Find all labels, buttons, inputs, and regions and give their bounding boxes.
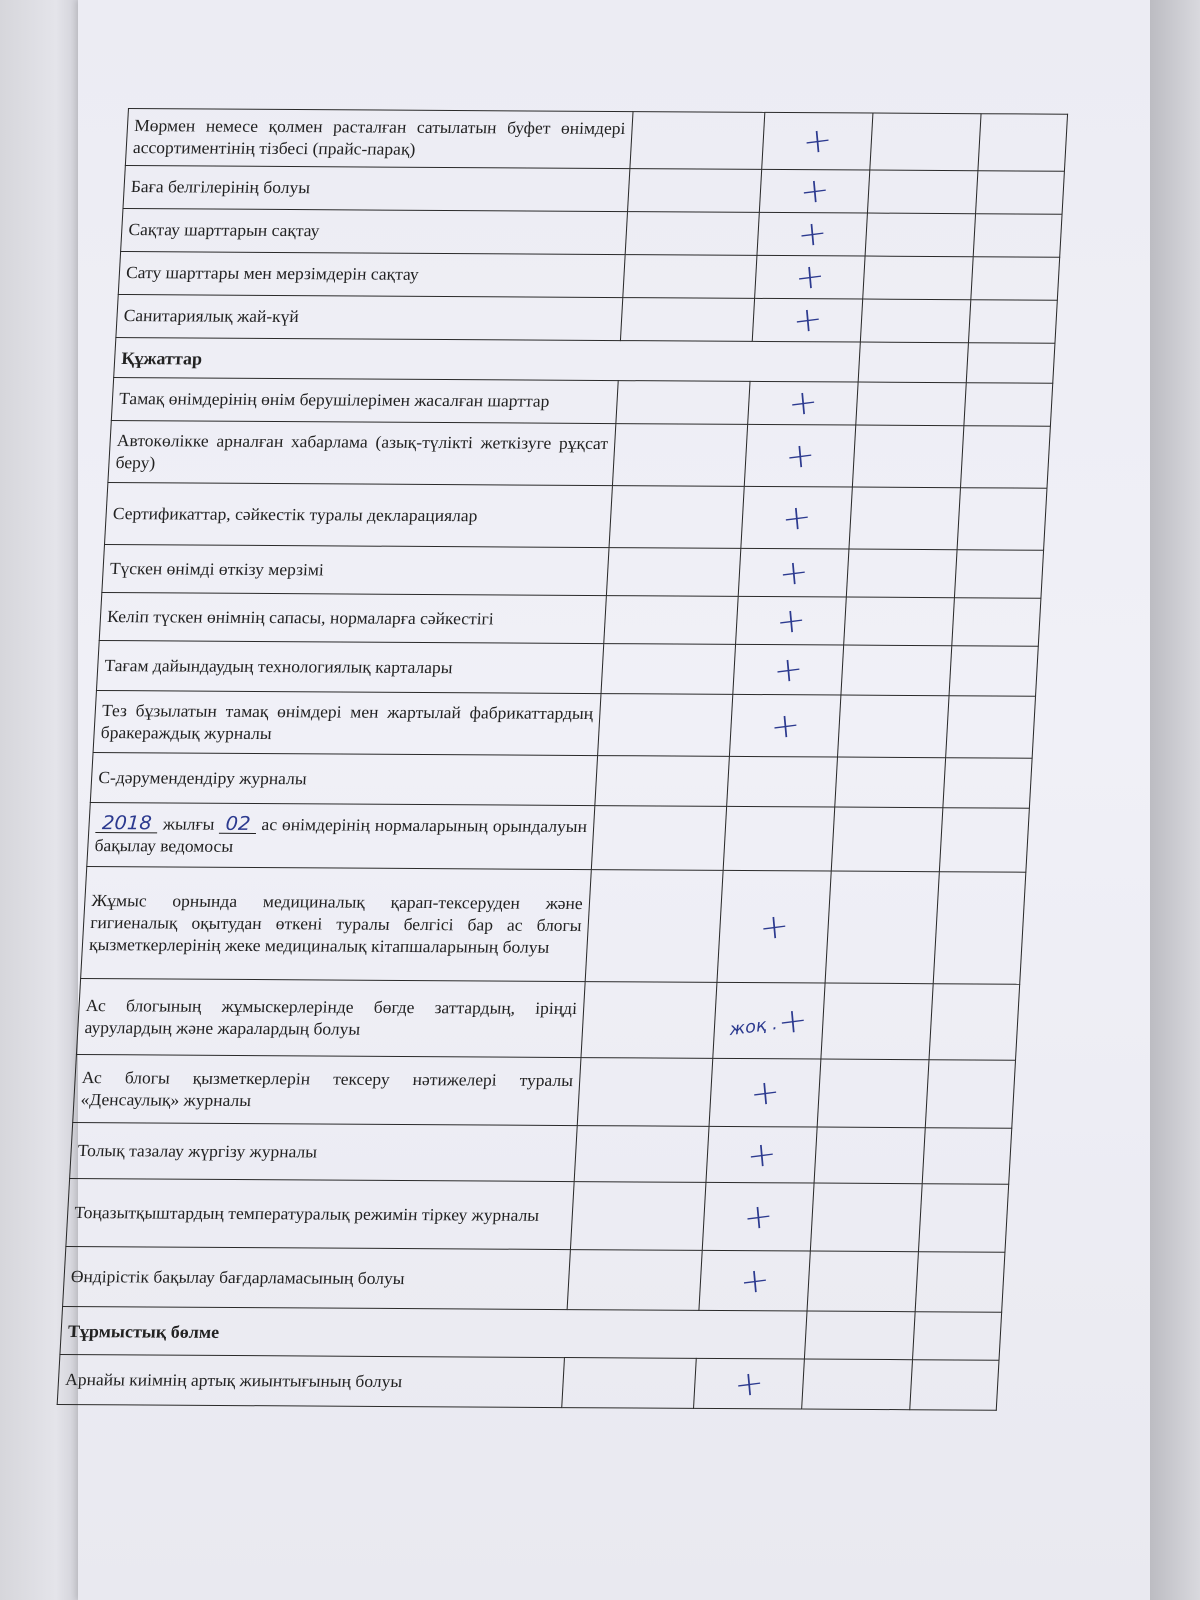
empty-cell <box>973 214 1062 258</box>
empty-cell <box>922 1128 1012 1185</box>
table-row <box>73 1054 1016 1128</box>
handwritten-plus-mark: + <box>800 119 834 163</box>
table-row <box>57 1354 999 1410</box>
empty-cell <box>574 1126 709 1183</box>
empty-cell <box>562 1358 697 1409</box>
empty-cell <box>971 257 1060 301</box>
check-mark-cell <box>762 112 873 170</box>
table-row <box>81 866 1026 984</box>
empty-cell <box>625 212 759 256</box>
empty-cell <box>939 808 1029 873</box>
empty-cell <box>858 342 968 383</box>
empty-cell <box>810 1183 922 1252</box>
check-mark-cell <box>706 1126 817 1183</box>
empty-cell <box>814 1127 925 1184</box>
check-mark-cell <box>727 756 838 807</box>
requirement-label: Сертификаттар, сәйкестік туралы декларациялар <box>105 482 613 547</box>
empty-cell <box>929 984 1020 1061</box>
empty-cell <box>852 425 964 488</box>
check-mark-cell <box>741 486 853 549</box>
handwritten-plus-mark: + <box>795 212 829 256</box>
check-mark-cell <box>729 694 841 757</box>
requirement-label: Тоңазытқыштардың температуралық режимін тіркеу журналы <box>66 1178 574 1249</box>
table-row <box>111 377 1052 426</box>
year-suffix: жылғы <box>162 813 216 834</box>
table-row <box>118 252 1059 301</box>
handwritten-plus-mark: + <box>748 1070 782 1115</box>
checklist-table <box>57 108 1068 1411</box>
empty-cell <box>860 299 970 343</box>
empty-cell <box>865 213 975 257</box>
empty-cell <box>807 1251 918 1312</box>
empty-cell <box>849 487 961 550</box>
check-mark-cell <box>738 548 849 597</box>
check-mark-cell <box>759 169 869 213</box>
table-row <box>87 802 1030 872</box>
empty-cell <box>838 695 950 758</box>
requirement-label: Сақтау шарттарын сақтау <box>121 209 628 255</box>
vedomost-text: ас өнімдерінің нормаларының орындалуын бақылау ведомосы <box>94 814 588 856</box>
requirement-label <box>87 802 595 869</box>
empty-cell <box>581 982 717 1059</box>
table-row <box>90 752 1032 808</box>
empty-cell <box>825 871 939 984</box>
check-mark-cell <box>757 212 867 256</box>
table-row <box>123 166 1064 215</box>
requirement-label: Түскен өнімді өткізу мерзімі <box>102 544 609 595</box>
handwritten-plus-mark: + <box>774 598 808 643</box>
handwritten-plus-mark: + <box>741 1194 775 1239</box>
right-background <box>1150 0 1200 1600</box>
empty-cell <box>604 596 738 645</box>
empty-cell <box>623 255 757 299</box>
table-row <box>93 690 1035 758</box>
handwritten-plus-mark: + <box>745 1132 778 1177</box>
handwritten-month: 02 <box>219 814 257 833</box>
empty-cell <box>831 807 943 872</box>
requirement-label: Толық тазалау жүргізу журналы <box>70 1122 578 1181</box>
empty-cell <box>976 171 1065 215</box>
section-row <box>114 337 1055 383</box>
table-row <box>96 640 1038 696</box>
handwritten-plus-mark: + <box>738 1258 772 1303</box>
table-row <box>125 109 1067 172</box>
table-row <box>63 1246 1005 1312</box>
empty-cell <box>910 1360 999 1411</box>
section-title: Құжаттар <box>114 337 861 382</box>
empty-cell <box>821 983 933 1060</box>
checklist-body <box>57 109 1067 1411</box>
empty-cell <box>925 1060 1015 1129</box>
checklist-sheet <box>57 108 1067 1411</box>
check-mark-cell <box>702 1182 814 1251</box>
empty-cell <box>598 694 733 757</box>
check-mark-cell <box>723 806 835 871</box>
empty-cell <box>954 550 1043 599</box>
section-title: Тұрмыстық бөлме <box>60 1306 807 1359</box>
handwritten-plus-mark: + <box>768 703 802 748</box>
empty-cell <box>846 549 957 598</box>
requirement-label: Баға белгілерінің болуы <box>123 166 630 212</box>
requirement-label: Сату шарттары мен мерзімдерін сақтау <box>118 252 625 298</box>
requirement-label: Ас блогының жұмыскерлерінде бөгде заттардың, іріңді аурулардың және жаралардың болуы <box>76 978 585 1057</box>
table-row <box>76 978 1019 1060</box>
empty-cell <box>952 598 1041 647</box>
empty-cell <box>918 1184 1008 1253</box>
empty-cell <box>601 644 736 695</box>
empty-cell <box>978 114 1068 172</box>
empty-cell <box>817 1059 929 1128</box>
empty-cell <box>577 1058 713 1127</box>
empty-cell <box>933 872 1026 985</box>
handwritten-plus-mark: + <box>791 298 824 342</box>
requirement-label: Арнайы киімнің артық жиынтығының болуы <box>57 1354 564 1407</box>
handwritten-plus-mark: + <box>780 495 814 540</box>
empty-cell <box>802 1359 913 1410</box>
empty-cell <box>863 256 973 300</box>
table-row <box>105 482 1047 550</box>
requirement-label: Келіп түскен өнімнің сапасы, нормаларға сәйкестігі <box>99 592 606 643</box>
empty-cell <box>968 300 1057 344</box>
empty-cell <box>835 757 946 808</box>
table-row <box>102 544 1044 598</box>
check-mark-cell <box>733 644 844 695</box>
requirement-label: Ас блогы қызметкерлерін тексеру нәтижелері туралы «Денсаулық» журналы <box>73 1054 581 1125</box>
requirement-label: Жұмыс орнында медициналық қарап-тексеруден және гигиеналық оқытудан өткені туралы белгісі бар ас блогы қызметкерлерінің жеке медициналық кітапшаларының болуы <box>81 866 592 981</box>
requirement-label: Өндірістік бақылау бағдарламасының болуы <box>63 1246 571 1309</box>
empty-cell <box>606 548 740 597</box>
empty-cell <box>943 758 1032 809</box>
empty-cell <box>612 424 747 487</box>
requirement-label: Тағам дайындаудың технологиялық карталары <box>96 640 603 693</box>
check-mark-cell <box>709 1058 821 1127</box>
table-row <box>66 1178 1009 1252</box>
requirement-label: Автокөлікке арналған хабарлама (азық-түлікті жеткізуге рұқсат беру) <box>108 420 616 485</box>
handwritten-plus-mark: + <box>732 1361 766 1406</box>
check-mark-cell <box>694 1358 805 1409</box>
table-row <box>108 420 1050 488</box>
empty-cell <box>964 383 1053 427</box>
empty-cell <box>870 113 981 171</box>
empty-cell <box>957 488 1047 551</box>
empty-cell <box>867 170 977 214</box>
handwritten-plus-mark: + <box>776 999 810 1043</box>
requirement-label: Тез бұзылатын тамақ өнімдері мен жартылай фабрикаттардың бракераждық журналы <box>93 690 601 755</box>
empty-cell <box>567 1250 702 1311</box>
handwritten-plus-mark: + <box>786 381 820 425</box>
table-row <box>70 1122 1012 1184</box>
table-row <box>116 294 1057 343</box>
empty-cell <box>946 696 1036 759</box>
table-row <box>121 209 1062 258</box>
requirement-label: Мөрмен немесе қолмен расталған сатылатын буфет өнімдері ассортиментінің тізбесі (прайс-парақ) <box>125 109 633 169</box>
empty-cell <box>804 1311 915 1360</box>
empty-cell <box>913 1312 1002 1361</box>
empty-cell <box>841 645 952 696</box>
empty-cell <box>966 343 1055 384</box>
handwritten-plus-mark: + <box>771 647 805 692</box>
check-mark-cell <box>752 298 862 342</box>
empty-cell <box>591 806 726 871</box>
check-mark-cell <box>748 381 858 425</box>
empty-cell <box>585 870 723 983</box>
empty-cell <box>628 169 762 213</box>
empty-cell <box>595 756 730 807</box>
handwritten-plus-mark: + <box>798 169 831 213</box>
section-row <box>60 1306 1002 1360</box>
handwritten-plus-mark: + <box>783 433 817 478</box>
requirement-label: Тамақ өнімдерінің өнім берушілерімен жасалған шарттар <box>111 377 618 423</box>
empty-cell <box>915 1252 1005 1313</box>
requirement-label: С-дәрумендендіру журналы <box>90 752 597 805</box>
empty-cell <box>609 486 744 549</box>
empty-cell <box>570 1182 706 1251</box>
empty-cell <box>949 646 1038 697</box>
empty-cell <box>856 382 966 426</box>
handwritten-year: 2018 <box>95 814 158 833</box>
handwritten-plus-mark: + <box>793 255 827 299</box>
handwritten-plus-mark: + <box>757 904 791 949</box>
empty-cell <box>616 381 750 425</box>
check-mark-cell <box>755 255 865 299</box>
check-mark-cell <box>713 982 825 1059</box>
handwritten-note: жоқ . <box>728 1013 779 1040</box>
check-mark-cell <box>744 424 856 487</box>
handwritten-plus-mark: + <box>777 550 810 595</box>
empty-cell <box>620 298 754 342</box>
table-row <box>99 592 1041 646</box>
check-mark-cell <box>699 1250 810 1311</box>
empty-cell <box>630 112 765 170</box>
check-mark-cell <box>736 596 847 645</box>
check-mark-cell <box>717 870 831 983</box>
requirement-label: Санитариялық жай-күй <box>116 294 623 340</box>
empty-cell <box>960 426 1050 489</box>
empty-cell <box>844 597 955 646</box>
